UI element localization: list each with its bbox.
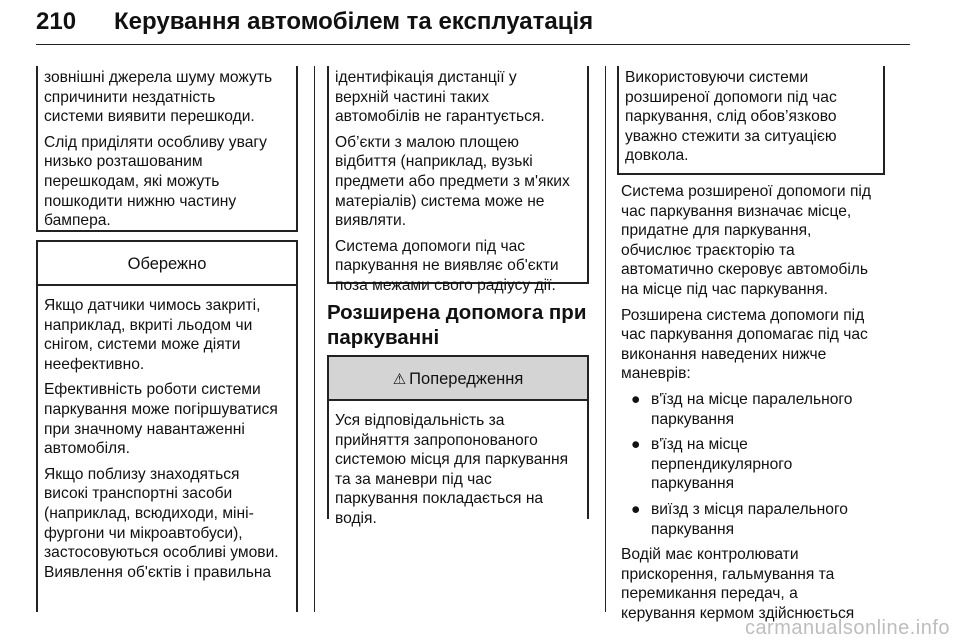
col2-paragraph-2: Об’єкти з малою площею відбиття (наприклад, вузькі предмети або предмети з м'яких матеріалів) система може не виявляти. bbox=[335, 133, 570, 230]
bullet-icon: ● bbox=[631, 500, 641, 518]
col3-box-paragraph: Використовуючи системи розширеної допомоги під час паркування, слід обов’язково уважно стежити за ситуацією довкола. bbox=[625, 69, 837, 165]
continued-note-box bbox=[36, 66, 298, 232]
col2-paragraph-1: ідентифікація дистанції у верхній частині таких автомобілів не гарантується. bbox=[335, 69, 545, 126]
column-divider-2 bbox=[605, 66, 606, 612]
continued-note-body bbox=[38, 66, 296, 231]
col3-paragraph-1: Система розширеної допомоги під час паркування визначає місце, придатне для паркування, обчислює траєкторію та автоматично скеровує автомобіль на місце під час паркування. bbox=[621, 183, 871, 298]
caution-paragraph-2: Ефективність роботи системи паркування може погіршуватися при значному навантаженні автомобіля. bbox=[44, 381, 278, 458]
col2-paragraph-3: Система допомоги під час паркування не виявляє об'єкти поза межами свого радіусу дії. bbox=[335, 237, 559, 294]
continued-warning-body bbox=[619, 66, 883, 166]
watermark: carmanualsonline.info bbox=[744, 617, 950, 639]
bullet-icon: ● bbox=[631, 436, 641, 454]
bullet-icon: ● bbox=[631, 390, 641, 408]
page-title: Керування автомобілем та експлуатація bbox=[114, 8, 594, 35]
caution-box bbox=[36, 240, 298, 612]
list-item: ● виїзд з місця паралельного паркування bbox=[631, 500, 848, 538]
caution-paragraph-3: Якщо поблизу знаходяться високі транспортні засоби (наприклад, всюдиходи, міні- фургони чи мікроавтобуси), застосовуються особливі умови. Виявлення об'єктів і правильна bbox=[44, 465, 279, 581]
warning-body bbox=[329, 401, 587, 529]
continued-caution-body bbox=[329, 66, 587, 296]
header-rule bbox=[36, 44, 910, 45]
caution-heading: Обережно bbox=[38, 242, 296, 286]
caution-body bbox=[38, 286, 296, 582]
warning-heading: ⚠ Попередження bbox=[329, 357, 587, 401]
warning-box bbox=[327, 355, 589, 527]
note-paragraph-1: зовнішні джерела шуму можуть спричинити нездатність системи виявити перешкоди. bbox=[44, 69, 273, 126]
warning-triangle-icon: ⚠ bbox=[392, 371, 407, 388]
list-item: ● в'їзд на місце перпендикулярного паркування bbox=[631, 436, 793, 493]
page-header bbox=[36, 8, 910, 42]
continued-warning-box bbox=[617, 66, 885, 175]
page-number: 210 bbox=[36, 8, 77, 35]
warning-paragraph: Уся відповідальність за прийняття запропонованого системою місця для паркування та за маневри під час паркування покладається на водія. bbox=[335, 412, 569, 527]
caution-paragraph-1: Якщо датчики чимось закриті, наприклад, вкриті льодом чи снігом, системи може діяти неефективно. bbox=[44, 297, 261, 373]
maneuver-list bbox=[621, 390, 901, 539]
col3-paragraph-2: Розширена система допомоги під час паркування допомагає під час виконання наведених нижче маневрів: bbox=[621, 306, 868, 383]
continued-caution-box bbox=[327, 66, 589, 294]
section-heading: Розширена допомога при паркуванні bbox=[327, 301, 587, 349]
col3-paragraph-3: Водій має контролювати прискорення, гальмування та перемикання передач, а керування кермом здійснюється bbox=[621, 546, 855, 622]
list-item: ● в'їзд на місце паралельного паркування bbox=[631, 390, 853, 428]
note-paragraph-2: Слід приділяти особливу увагу низько розташованим перешкодам, які можуть пошкодити нижню частину бампера. bbox=[44, 133, 267, 230]
column-divider-1 bbox=[314, 66, 315, 612]
col3-body-text bbox=[621, 182, 901, 629]
